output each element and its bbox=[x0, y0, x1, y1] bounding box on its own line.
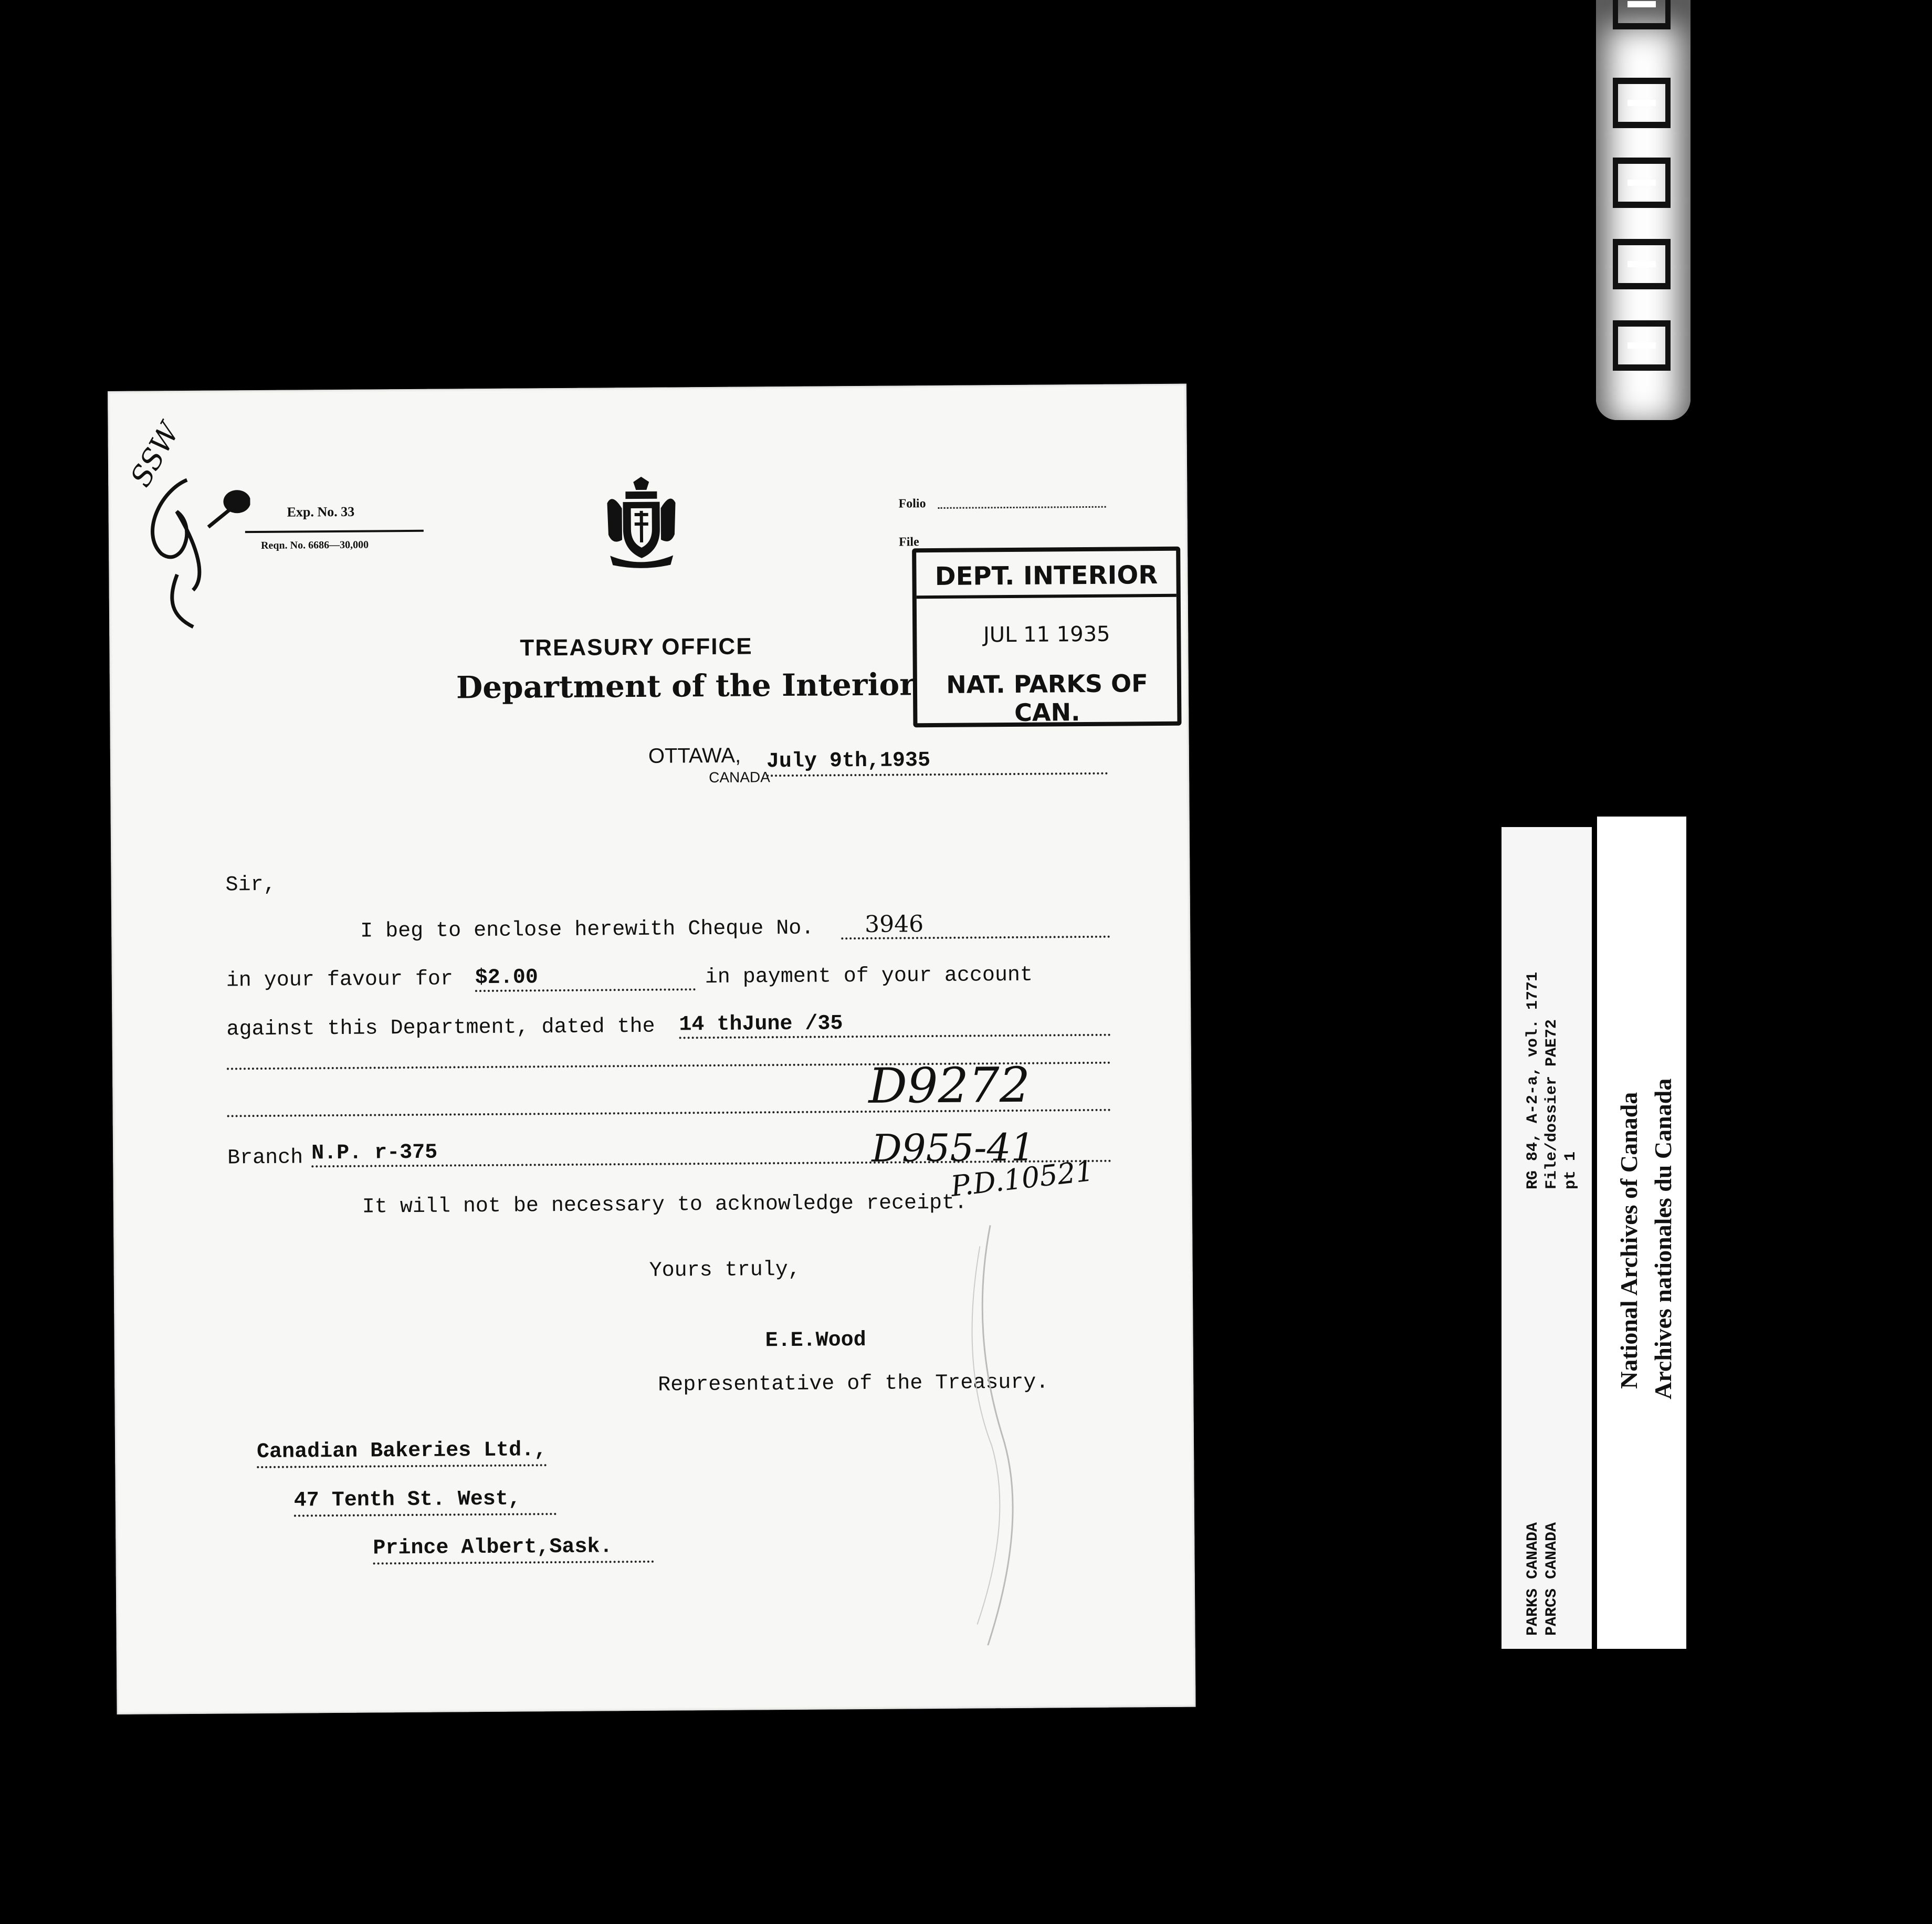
coat-of-arms-icon bbox=[602, 476, 681, 569]
film-frame bbox=[1613, 0, 1671, 29]
margin-initials: SSW bbox=[123, 417, 186, 493]
addressee-name: Canadian Bakeries Ltd., bbox=[257, 1438, 547, 1468]
stamp-branch: NAT. PARKS OF CAN. bbox=[946, 669, 1148, 727]
film-frame bbox=[1613, 239, 1671, 289]
acknowledge-note: It will not be necessary to acknowledge receipt. bbox=[362, 1191, 968, 1219]
closing: Yours truly, bbox=[649, 1258, 801, 1283]
file-label: File bbox=[898, 535, 919, 549]
archive-ref-line2: File/dossier PAE72 bbox=[1543, 1019, 1561, 1189]
line2-prefix: in your favour for bbox=[226, 967, 454, 993]
amount: $2.00 bbox=[475, 965, 696, 992]
folio-line bbox=[938, 506, 1106, 509]
parks-canada-fr: PARCS CANADA bbox=[1543, 1522, 1561, 1636]
reqn-no: Reqn. No. 6686—30,000 bbox=[260, 539, 369, 551]
archive-ref-line1: RG 84, A-2-a, vol. 1771 bbox=[1524, 971, 1542, 1189]
margin-scribble-icon bbox=[129, 469, 251, 633]
handwritten-ref-3: P.D.10521 bbox=[949, 1154, 1096, 1203]
line3-prefix: against this Department, dated the bbox=[226, 1015, 655, 1042]
branch-value: N.P. r-375 bbox=[311, 1136, 1111, 1168]
signer-name: E.E.Wood bbox=[765, 1328, 866, 1353]
archive-reference-label bbox=[1502, 827, 1592, 1649]
film-strip bbox=[1596, 0, 1690, 420]
addressee-street: 47 Tenth St. West, bbox=[294, 1487, 556, 1517]
received-stamp bbox=[912, 547, 1181, 728]
addressee-city: Prince Albert,Sask. bbox=[373, 1535, 654, 1565]
film-frame bbox=[1613, 78, 1671, 128]
cheque-number: 3946 bbox=[864, 911, 924, 938]
letter-paper bbox=[108, 384, 1196, 1714]
office-title: TREASURY OFFICE bbox=[520, 633, 753, 661]
header-rule bbox=[245, 530, 424, 533]
salutation: Sir, bbox=[225, 873, 276, 897]
film-frame bbox=[1613, 320, 1671, 371]
country: CANADA bbox=[709, 769, 770, 786]
archives-name-en: National Archives of Canada bbox=[1615, 1092, 1642, 1389]
archive-ref-line3: pt 1 bbox=[1562, 1151, 1580, 1189]
film-frame bbox=[1613, 158, 1671, 208]
city: OTTAWA, bbox=[648, 744, 741, 768]
line2-suffix: in payment of your account bbox=[705, 963, 1033, 990]
exp-no: Exp. No. 33 bbox=[287, 504, 355, 520]
department-title: Department of the Interior bbox=[456, 666, 916, 706]
paper-crease bbox=[927, 1225, 1056, 1646]
handwritten-ref-2: D955-41 bbox=[871, 1125, 1035, 1170]
archive-name-label bbox=[1597, 817, 1686, 1649]
archives-name-fr: Archives nationales du Canada bbox=[1650, 1078, 1676, 1399]
stamp-department: DEPT. INTERIOR bbox=[916, 560, 1176, 599]
stamp-date: JUL 11 1935 bbox=[983, 622, 1110, 647]
account-date: 14 thJune /35 bbox=[679, 1010, 1110, 1039]
handwritten-ref-1: D9272 bbox=[868, 1057, 1031, 1114]
line1-prefix: I beg to enclose herewith Cheque No. bbox=[360, 916, 814, 944]
branch-label: Branch bbox=[227, 1146, 303, 1170]
signer-title: Representative of the Treasury. bbox=[658, 1371, 1049, 1397]
folio-label: Folio bbox=[898, 497, 926, 511]
letter-date: July 9th,1935 bbox=[766, 748, 1108, 777]
parks-canada-en: PARKS CANADA bbox=[1524, 1522, 1542, 1636]
